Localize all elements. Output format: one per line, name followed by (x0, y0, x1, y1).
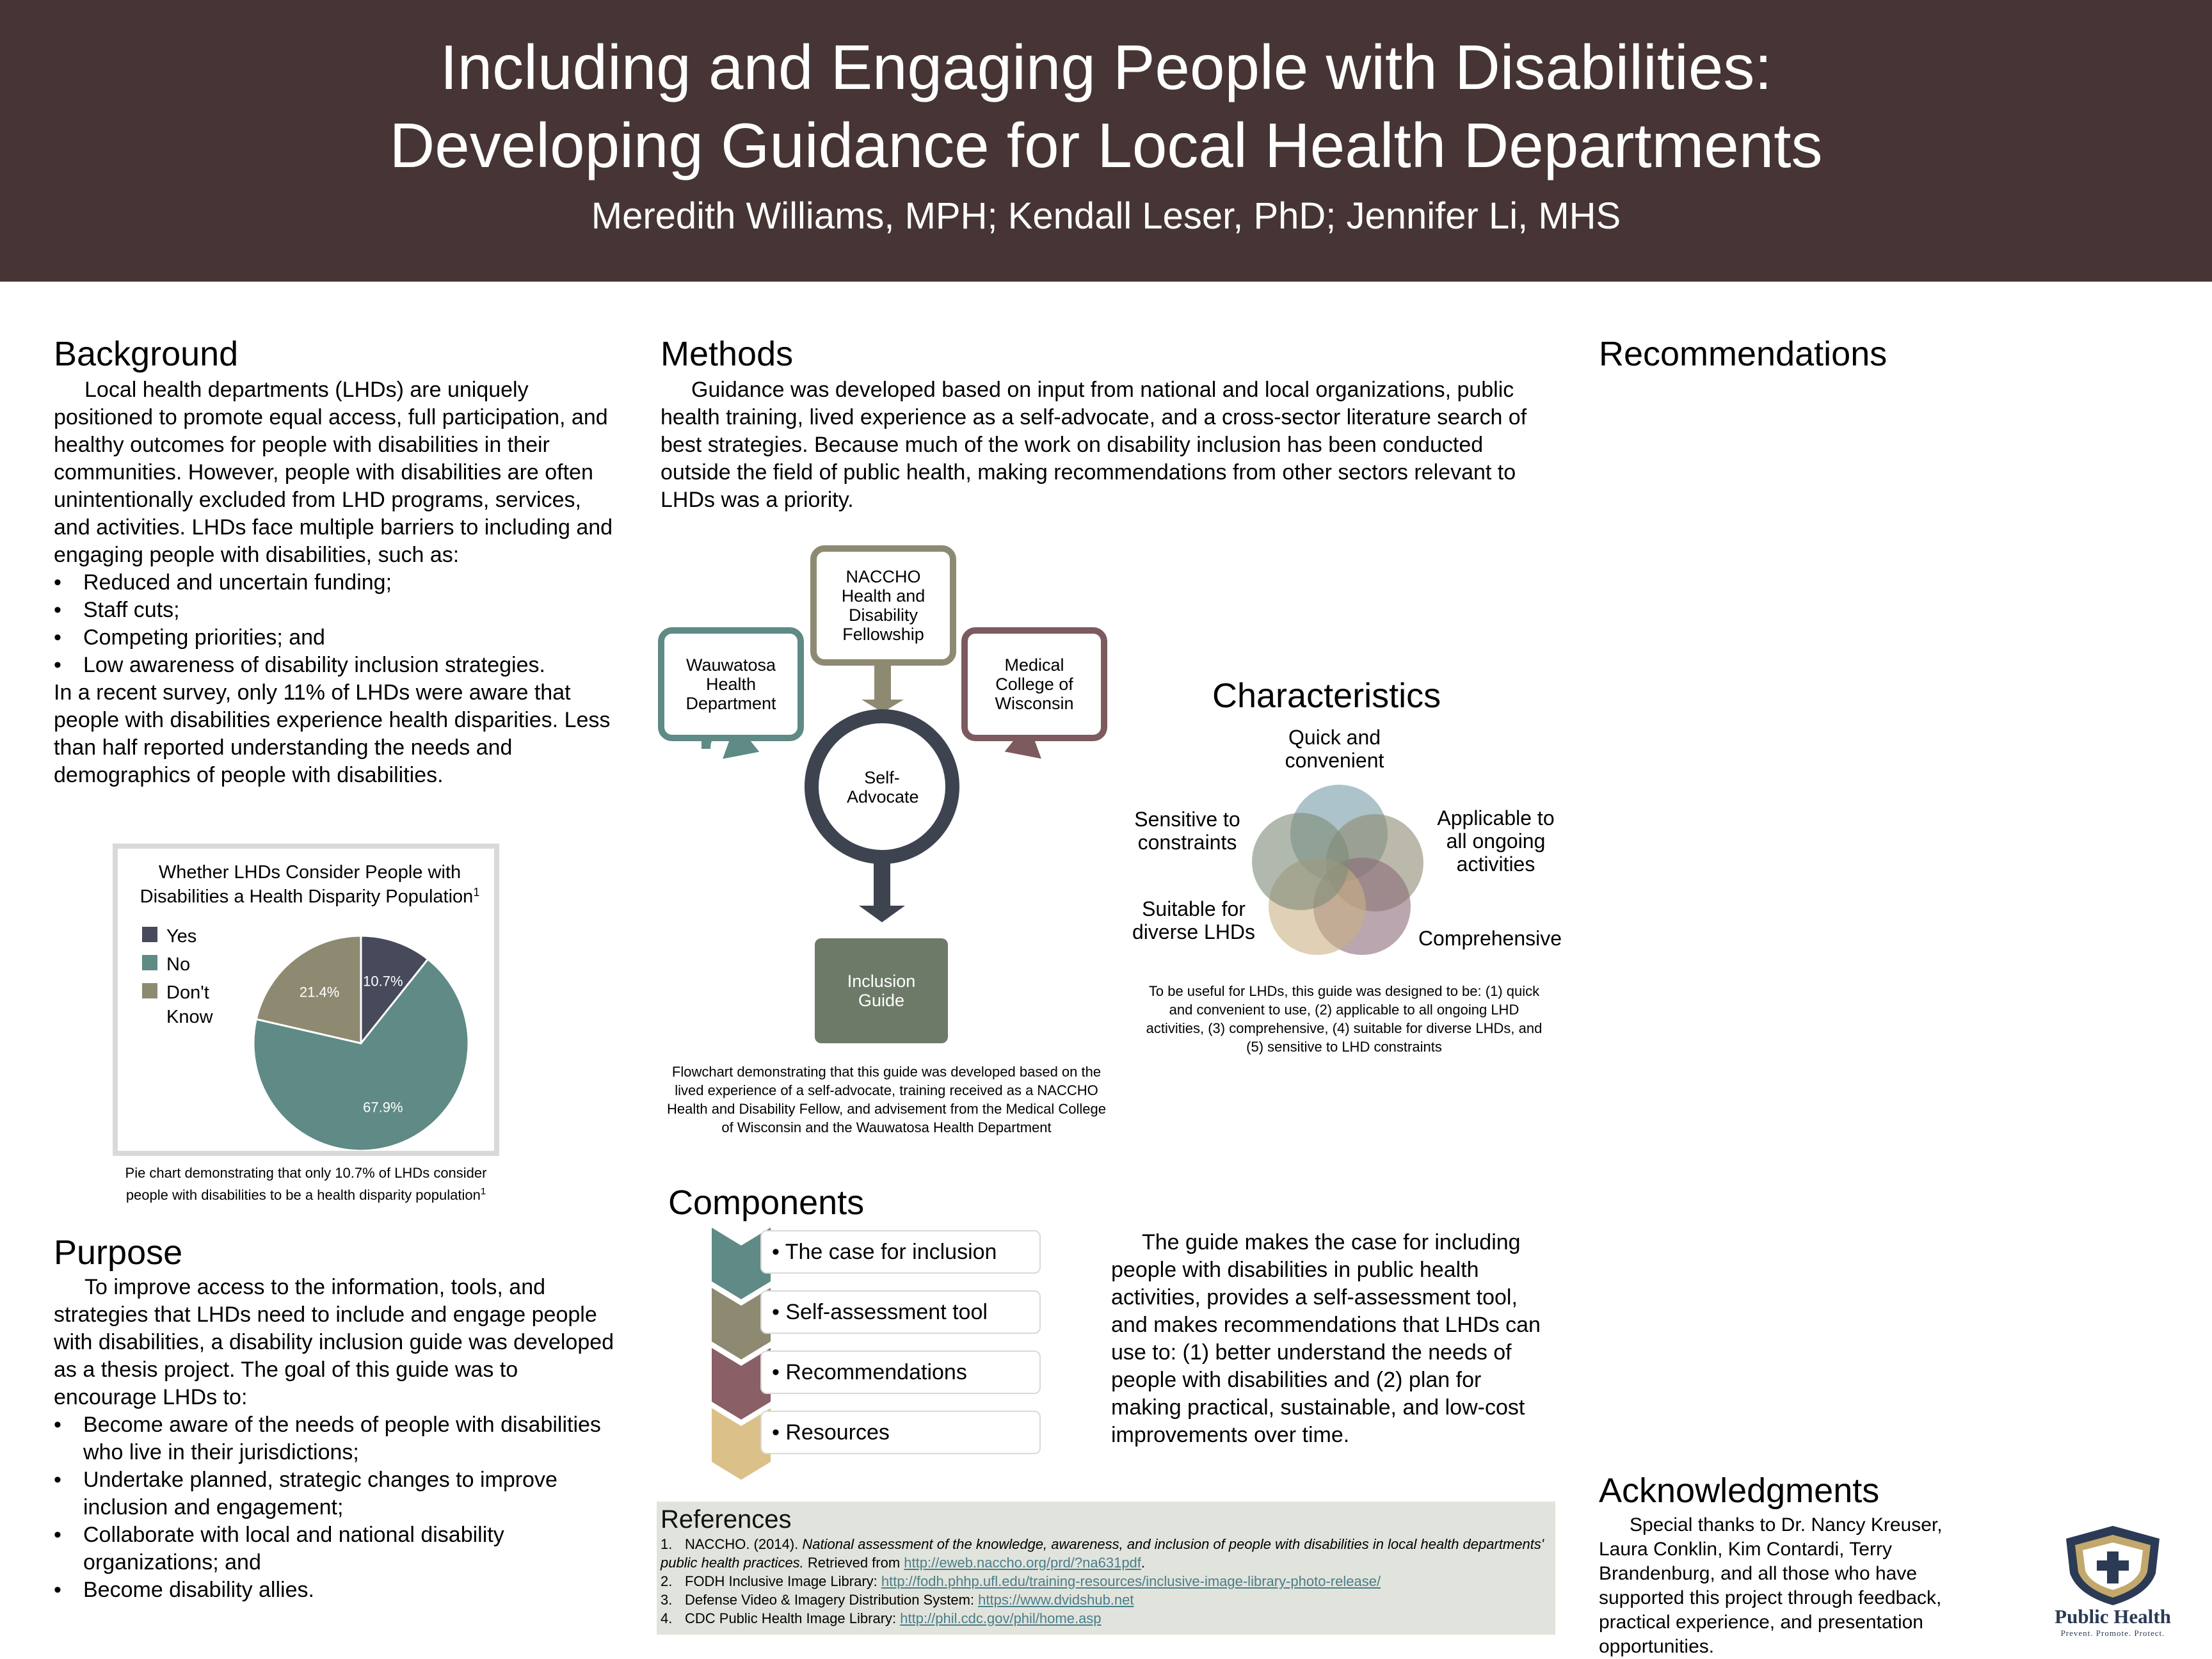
ref-num: 3. (661, 1592, 673, 1608)
pie-caption (113, 1164, 499, 1204)
component-item-resources: • Resources (760, 1411, 1041, 1454)
chart-title-line-2: Disabilities a Health Disparity Population$^1$ (140, 886, 480, 907)
background-heading: Background (54, 335, 239, 373)
venn-label-suitable: Suitable for diverse LHDs (1132, 897, 1256, 943)
legend-label: No (166, 954, 191, 975)
background-survey: In a recent survey, only 11% of LHDs were aware that people with disabilities experience health disparities. Less than half reported understanding the needs and demographics of people with disabilities. (54, 680, 611, 787)
list-item: • Reduced and uncertain funding; (54, 569, 617, 597)
ref-link[interactable]: https://www.dvidshub.net (978, 1592, 1134, 1608)
reference-item-4 (661, 1609, 1550, 1628)
methods-text: Guidance was developed based on input from national and local organizations, public health training, lived experience as a self-advocate, and a cross-sector literature search of best strategies. Because much of the work on disability inclusion has been conducted outside the field of public health, making recommendations from other sectors relevant to LHDs was a priority. (661, 378, 1527, 512)
shield-icon (2046, 1523, 2180, 1607)
characteristics-heading: Characteristics (1212, 677, 1441, 715)
legend-label: Yes (166, 926, 197, 947)
logo-tagline: Prevent. Promote. Protect. (2060, 1628, 2165, 1638)
flowchart-caption: Flowchart demonstrating that this guide was developed based on the lived experience of a self-advocate, training received as a NACCHO Health and Disability Fellow, and advisement from the Medical College of Wisconsin and the Wauwatosa Health Department (666, 1064, 1106, 1135)
reference-item-1 (661, 1535, 1550, 1572)
recommendations-heading: Recommendations (1599, 335, 1887, 373)
pie-data-label: 21.4% (299, 984, 340, 1000)
legend-swatch (142, 955, 157, 970)
logo-name: Public Health (2055, 1605, 2171, 1628)
authors: Meredith Williams, MPH; Kendall Leser, PhD; Jennifer Li, MHS (591, 195, 1621, 237)
chart-legend (142, 926, 214, 1027)
public-health-logo (2046, 1523, 2180, 1639)
venn-label-comprehensive: Comprehensive (1418, 927, 1562, 950)
reference-item-3 (661, 1591, 1550, 1609)
component-item-case: • The case for inclusion (760, 1230, 1041, 1274)
ref-num: 1. (661, 1536, 673, 1552)
ref-link[interactable]: http://phil.cdc.gov/phil/home.asp (900, 1610, 1102, 1626)
list-item: • Collaborate with local and national disability organizations; and (54, 1521, 617, 1576)
self-advocate-label: Self-Advocate (847, 768, 919, 806)
venn-label-applicable: Applicable to all ongoing activities (1437, 806, 1555, 876)
background-body (54, 376, 617, 789)
wauwatosa-label: Wauwatosa Health Department (685, 655, 776, 713)
purpose-heading: Purpose (54, 1233, 183, 1272)
inclusion-guide-box (815, 938, 948, 1043)
ref-link[interactable]: http://eweb.naccho.org/prd/?na631pdf (904, 1555, 1141, 1571)
components-description: The guide makes the case for including people with disabilities in public health activities, provides a self-assessment tool, and makes recommendations that LHDs can use to: (1) better understand the needs of people with disabilities and (2) plan for making practical, sustainable, and low-cost improvements over time. (1111, 1230, 1541, 1447)
chart-title-line-1: Whether LHDs Consider People with (158, 862, 461, 883)
title-line-2: Developing Guidance for Local Health Departments (389, 110, 1823, 180)
goals-list (54, 1411, 617, 1604)
ref-text: NACCHO. (2014). (685, 1536, 803, 1552)
ref-link[interactable]: http://fodh.phhp.ufl.edu/training-resources/inclusive-image-library-photo-release/ (881, 1573, 1381, 1589)
ref-text: Defense Video & Imagery Distribution System: (685, 1592, 979, 1608)
ref-num: 4. (661, 1610, 673, 1626)
legend-swatch (142, 927, 157, 942)
methods-body (661, 376, 1557, 514)
components-body (1111, 1229, 1553, 1449)
pie-chart-box (113, 844, 499, 1156)
components-heading: Components (668, 1183, 865, 1222)
naccho-label: NACCHO Health and Disability Fellowship (841, 567, 926, 644)
guide-arrow-head (859, 906, 905, 922)
list-item: • Become disability allies. (54, 1576, 617, 1604)
pie-slices (253, 936, 469, 1151)
ref-title: National assessment of the knowledge, awareness, and inclusion of people with disabilities in local health departments' public health practices. (661, 1536, 1544, 1571)
list-item: • Become aware of the needs of people with disabilities who live in their jurisdictions; (54, 1411, 617, 1466)
legend-label: Don't (166, 982, 209, 1003)
ref-text: Retrieved from (803, 1555, 904, 1571)
reference-item-2 (661, 1572, 1550, 1591)
mcw-label: Medical College of Wisconsin (995, 655, 1074, 713)
pie-data-label: 10.7% (363, 973, 403, 990)
characteristics-caption: To be useful for LHDs, this guide was designed to be: (1) quick and convenient to use, (2) applicable to all ongoing LHD activities, (3) comprehensive, (4) suitable for diverse LHDs, and (5) sensitive to LHD constraints (1146, 983, 1543, 1055)
venn-label-sensitive: Sensitive to constraints (1134, 808, 1240, 854)
ref-text: FODH Inclusive Image Library: (685, 1573, 881, 1589)
component-item-self-assessment: • Self-assessment tool (760, 1290, 1041, 1334)
poster-header (0, 0, 2212, 282)
wauwatosa-box (658, 627, 804, 741)
pie-chart (118, 849, 494, 1151)
title-line-1: Including and Engaging People with Disabilities: (440, 32, 1772, 102)
references-panel (657, 1502, 1555, 1635)
purpose-body (54, 1274, 617, 1604)
acknowledgments-heading: Acknowledgments (1599, 1471, 1880, 1510)
acknowledgments-body (1599, 1513, 1976, 1659)
barriers-list (54, 569, 617, 679)
list-item: • Low awareness of disability inclusion strategies. (54, 652, 617, 679)
list-item: • Staff cuts; (54, 597, 617, 624)
self-advocate-box (831, 762, 933, 813)
venn-label-quick: Quick and convenient (1285, 726, 1384, 772)
inclusion-guide-label: Inclusion Guide (847, 972, 916, 1010)
ref-text: CDC Public Health Image Library: (685, 1610, 901, 1626)
references-heading: References (661, 1505, 792, 1534)
background-intro: Local health departments (LHDs) are uniquely positioned to promote equal access, full participation, and healthy outcomes for people with disabilities in their communities. However, people with disabilities are often unintentionally excluded from LHD programs, services, and activities. LHDs face multiple barriers to including and engaging people with disabilities, such as: (54, 378, 613, 567)
pie-data-label: 67.9% (363, 1099, 403, 1116)
methods-heading: Methods (661, 335, 794, 373)
guide-arrow-stem (874, 862, 890, 907)
ref-num: 2. (661, 1573, 673, 1589)
list-item: • Undertake planned, strategic changes to improve inclusion and engagement; (54, 1466, 617, 1521)
naccho-box (810, 545, 956, 666)
venn-circle-sensitive (1252, 813, 1349, 910)
mcw-box (961, 627, 1107, 741)
pie-caption-text: Pie chart demonstrating that only 10.7% of LHDs consider people with disabilities to be a health disparity population (125, 1165, 487, 1203)
legend-swatch (142, 983, 157, 998)
component-item-recommendations: • Recommendations (760, 1350, 1041, 1394)
pie-caption-sup: 1 (480, 1186, 486, 1197)
legend-label: Know (166, 1007, 213, 1027)
purpose-intro: To improve access to the information, tools, and strategies that LHDs need to include and engage people with disabilities, a disability inclusion guide was developed as a thesis project. The goal of this guide was to encourage LHDs to: (54, 1275, 614, 1409)
acknowledgments-text: Special thanks to Dr. Nancy Kreuser, Laura Conklin, Kim Contardi, Terry Brandenburg, and all those who have supported this project through feedback, practical experience, and presentation opportunities. (1599, 1514, 1943, 1657)
chart-title-superscript: 1 (473, 886, 480, 899)
ref-text: . (1141, 1555, 1146, 1571)
naccho-arrow-stem (874, 662, 891, 701)
list-item: • Competing priorities; and (54, 624, 617, 652)
